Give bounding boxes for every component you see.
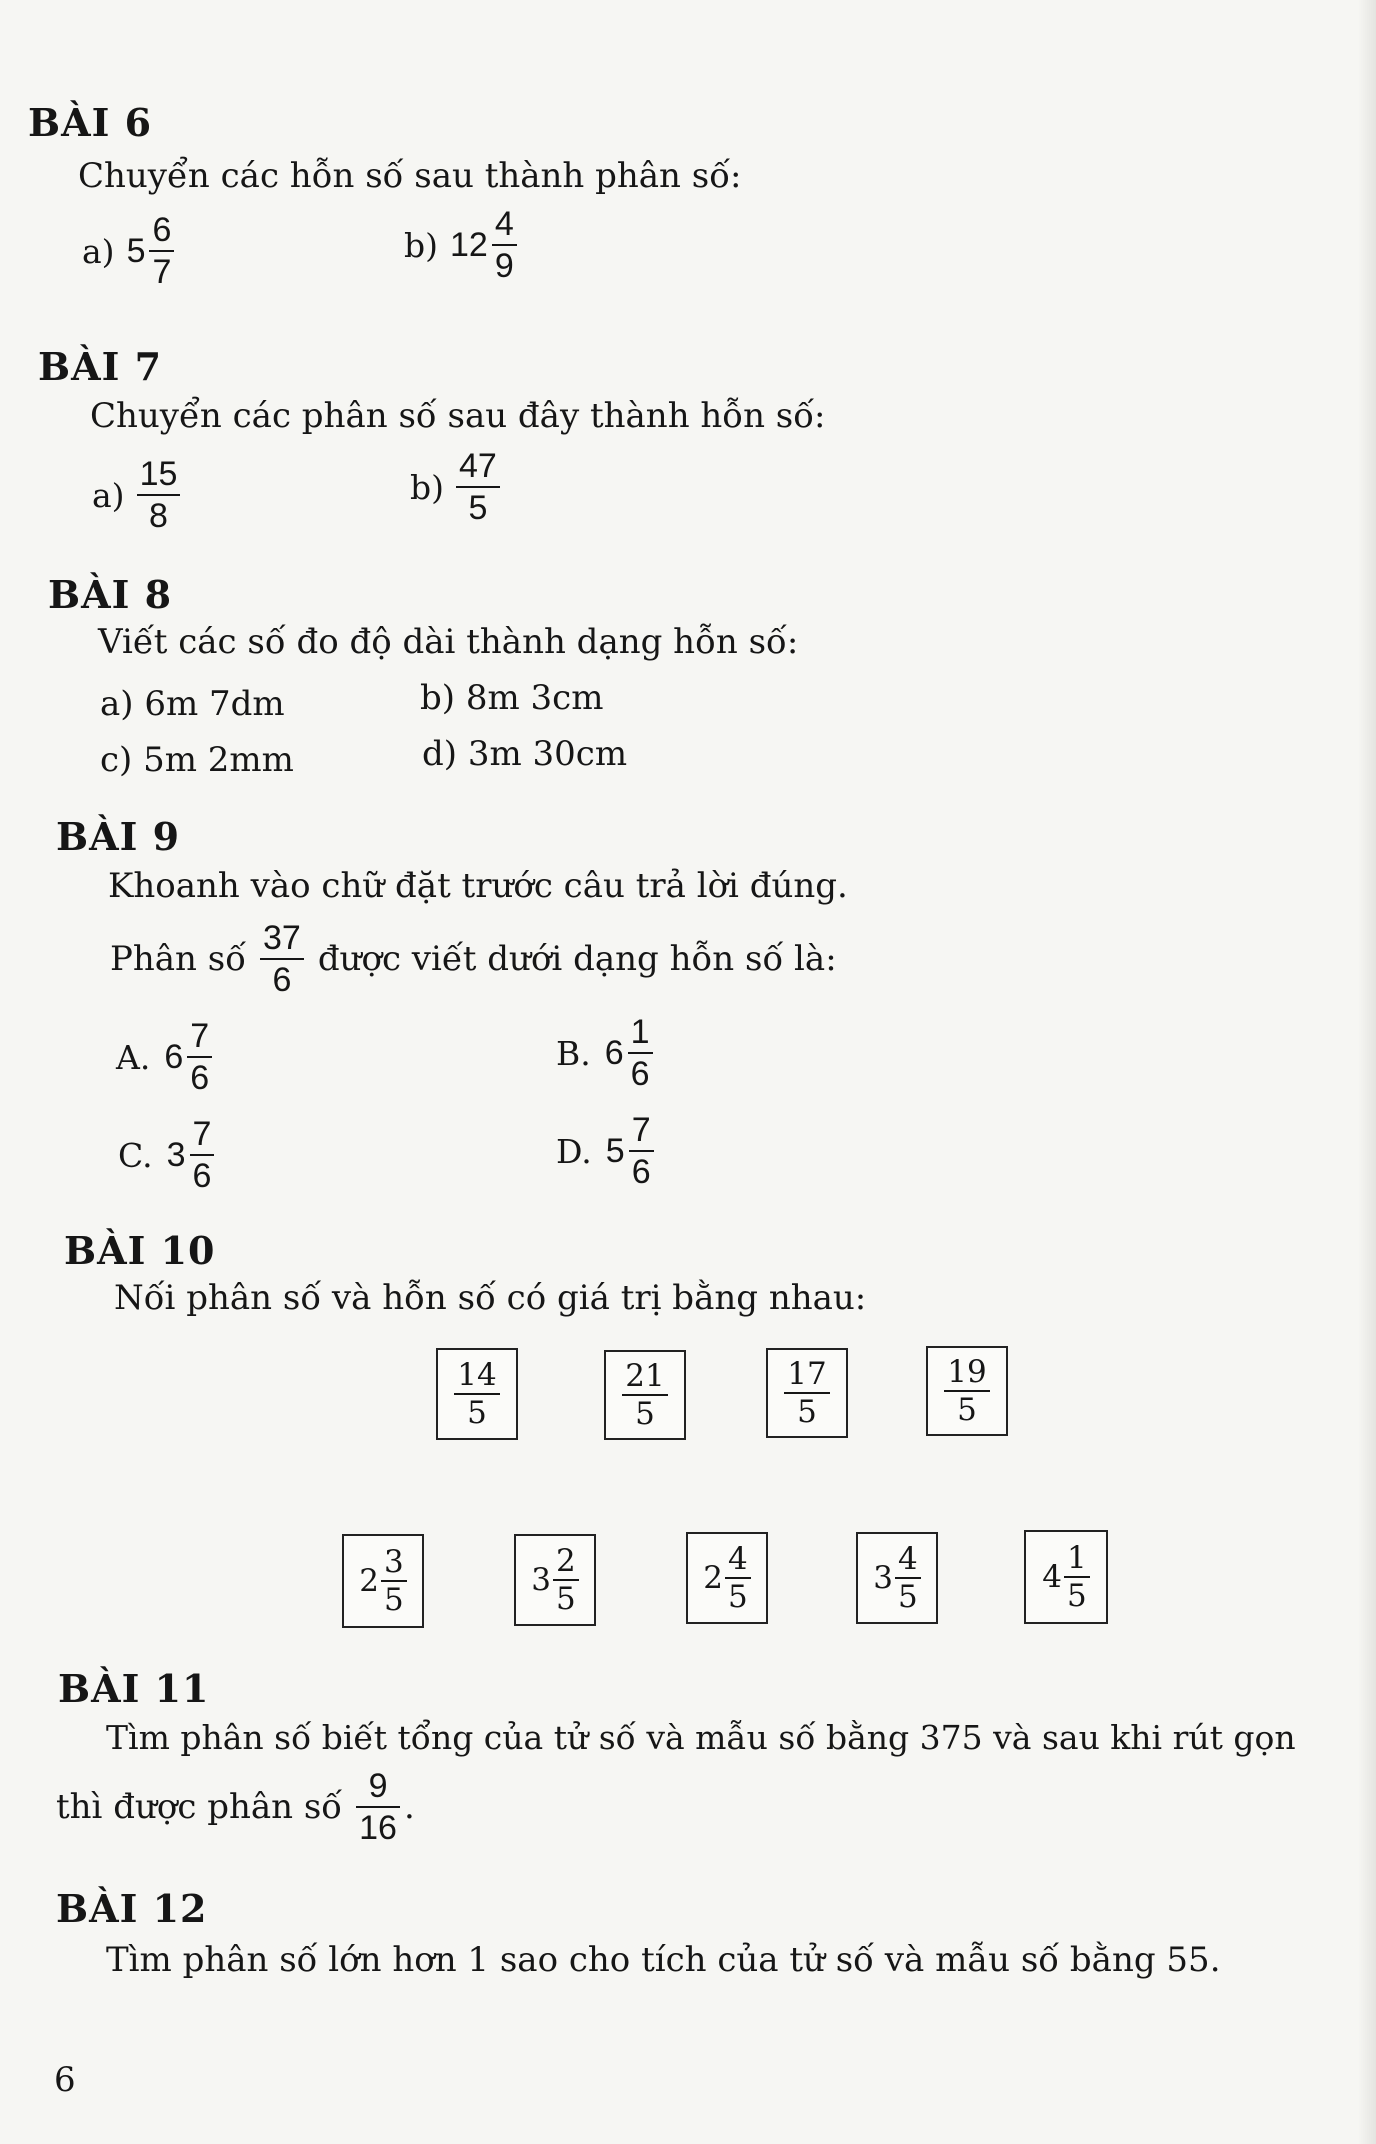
fraction [553, 1543, 579, 1617]
denominator: 6 [192, 1157, 212, 1195]
denominator: 5 [1067, 1578, 1087, 1614]
question-suffix: được viết dưới dạng hỗn số là: [317, 939, 837, 979]
fraction [944, 1354, 989, 1428]
mixed-card-5[interactable] [1024, 1530, 1108, 1624]
fraction [260, 918, 304, 1000]
denominator: 5 [556, 1581, 576, 1617]
fraction [137, 454, 181, 536]
numerator: 19 [947, 1354, 987, 1390]
fraction-card-3[interactable] [766, 1348, 848, 1438]
bai12-prompt: Tìm phân số lớn hơn 1 sao cho tích của tử số và mẫu số bằng 55. [106, 1940, 1221, 1980]
bai6-item-b [404, 204, 517, 286]
bai7-item-b [410, 446, 500, 528]
denominator: 8 [149, 497, 168, 535]
bai11-line1: Tìm phân số biết tổng của tử số và mẫu số bằng 375 và sau khi rút gọn [106, 1718, 1296, 1757]
numerator: 1 [1067, 1540, 1087, 1576]
fraction-card-1[interactable] [436, 1348, 518, 1440]
fraction [628, 1012, 653, 1094]
line2-period: . [403, 1787, 415, 1827]
whole-number: 12 [450, 225, 488, 264]
option-label: B. [556, 1033, 591, 1073]
denominator: 5 [797, 1394, 817, 1430]
bai9-title: BÀI 9 [56, 814, 181, 859]
numerator: 1 [630, 1013, 650, 1051]
bai7-title: BÀI 7 [38, 344, 163, 389]
numerator: 4 [728, 1541, 748, 1577]
bai11-line2 [56, 1766, 415, 1848]
bai9-option-a [116, 1016, 212, 1098]
fraction [895, 1541, 921, 1615]
numerator: 21 [625, 1358, 665, 1394]
denominator: 5 [957, 1392, 977, 1428]
whole-number: 2 [359, 1563, 379, 1599]
denominator: 7 [152, 253, 172, 291]
fraction [629, 1110, 654, 1192]
bai8-item-b: b) 8m 3cm [420, 678, 604, 718]
mixed-card-3[interactable] [686, 1532, 768, 1624]
fraction [456, 446, 500, 528]
mixed-card-1[interactable] [342, 1534, 424, 1628]
numerator: 47 [459, 447, 497, 485]
fraction [149, 210, 174, 292]
numerator: 14 [457, 1357, 497, 1393]
bai8-prompt: Viết các số đo độ dài thành dạng hỗn số: [98, 622, 799, 662]
numerator: 37 [263, 919, 301, 957]
item-label: a) [92, 475, 125, 515]
page-edge-shadow [1358, 0, 1376, 2144]
denominator: 9 [494, 247, 514, 285]
bai12-title: BÀI 12 [56, 1886, 208, 1931]
fraction [190, 1114, 215, 1196]
numerator: 7 [190, 1017, 210, 1055]
denominator: 6 [190, 1059, 210, 1097]
bai8-title: BÀI 8 [48, 572, 173, 617]
whole-number: 3 [166, 1135, 186, 1174]
denominator: 5 [898, 1579, 918, 1615]
fraction [1064, 1540, 1090, 1614]
bai6-prompt: Chuyển các hỗn số sau thành phân số: [78, 156, 742, 196]
fraction [454, 1357, 499, 1431]
whole-number: 3 [873, 1560, 893, 1596]
numerator: 2 [556, 1543, 576, 1579]
denominator: 5 [467, 1395, 487, 1431]
item-label: b) [404, 225, 438, 265]
numerator: 6 [152, 211, 172, 249]
denominator: 5 [384, 1582, 404, 1618]
whole-number: 5 [605, 1131, 625, 1170]
denominator: 6 [631, 1153, 651, 1191]
numerator: 15 [139, 455, 178, 493]
numerator: 7 [192, 1115, 212, 1153]
numerator: 4 [494, 205, 514, 243]
denominator: 6 [630, 1055, 650, 1093]
numerator: 7 [631, 1111, 651, 1149]
whole-number: 6 [604, 1033, 624, 1072]
fraction [187, 1016, 212, 1098]
whole-number: 6 [164, 1037, 184, 1076]
bai9-option-b [556, 1012, 653, 1094]
fraction [356, 1766, 400, 1848]
denominator: 16 [359, 1809, 397, 1847]
whole-number: 3 [531, 1562, 551, 1598]
fraction [492, 204, 517, 286]
bai7-item-a [92, 454, 180, 536]
bai9-option-d [556, 1110, 654, 1192]
bai7-prompt: Chuyển các phân số sau đây thành hỗn số: [90, 396, 826, 436]
whole-number: 2 [703, 1560, 723, 1596]
denominator: 5 [468, 489, 488, 527]
option-label: C. [118, 1135, 153, 1175]
bai6-title: BÀI 6 [28, 100, 153, 145]
bai8-item-a: a) 6m 7dm [100, 684, 285, 724]
fraction-card-4[interactable] [926, 1346, 1008, 1436]
bai9-prompt: Khoanh vào chữ đặt trước câu trả lời đúng. [108, 866, 848, 906]
denominator: 6 [272, 961, 292, 999]
bai8-item-c: c) 5m 2mm [100, 740, 294, 780]
bai8-item-d: d) 3m 30cm [422, 734, 628, 774]
fraction [784, 1356, 829, 1430]
whole-number: 5 [126, 231, 146, 270]
item-label: b) [410, 467, 444, 507]
mixed-card-4[interactable] [856, 1532, 938, 1624]
whole-number: 4 [1042, 1559, 1062, 1595]
fraction [622, 1358, 667, 1432]
page-number: 6 [54, 2060, 76, 2100]
numerator: 17 [787, 1356, 827, 1392]
fraction [725, 1541, 751, 1615]
fraction-card-2[interactable] [604, 1350, 686, 1440]
item-label: a) [82, 231, 115, 271]
bai6-item-a [82, 210, 174, 292]
question-prefix: Phân số [110, 939, 246, 979]
fraction [381, 1544, 407, 1618]
option-label: D. [556, 1131, 592, 1171]
numerator: 4 [898, 1541, 918, 1577]
denominator: 5 [635, 1396, 655, 1432]
option-label: A. [116, 1037, 151, 1077]
line2-prefix: thì được phân số [56, 1787, 343, 1827]
bai11-title: BÀI 11 [58, 1666, 210, 1711]
numerator: 3 [384, 1544, 404, 1580]
mixed-card-2[interactable] [514, 1534, 596, 1626]
numerator: 9 [368, 1767, 388, 1805]
denominator: 5 [728, 1579, 748, 1615]
bai10-title: BÀI 10 [64, 1228, 216, 1273]
bai9-question [110, 918, 837, 1000]
bai9-option-c [118, 1114, 214, 1196]
bai10-prompt: Nối phân số và hỗn số có giá trị bằng nhau: [114, 1278, 867, 1318]
